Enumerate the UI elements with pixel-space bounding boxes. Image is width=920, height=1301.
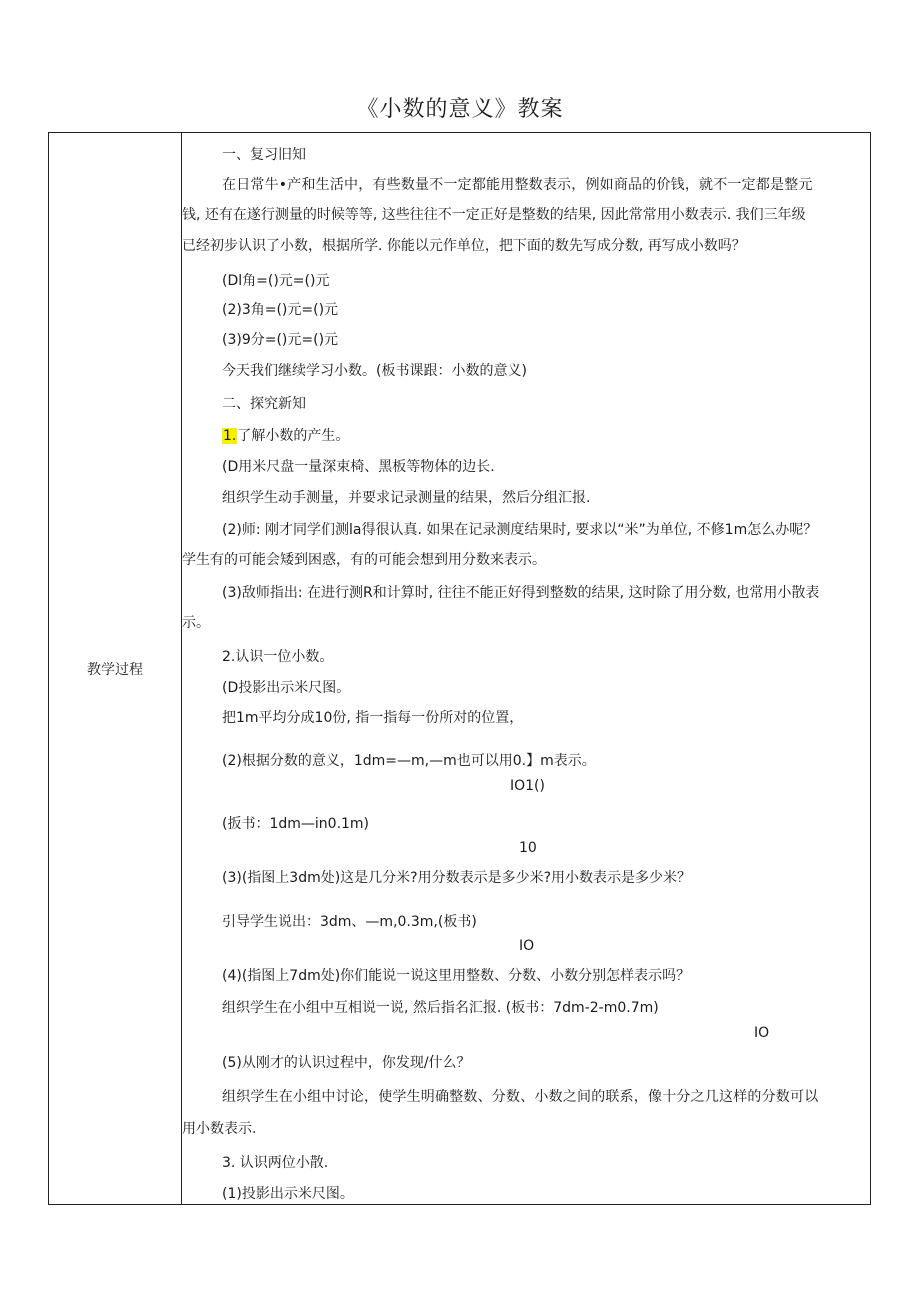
subheading-line: 2.认识一位小数。: [222, 649, 334, 665]
heading-review: 一、复习旧知: [222, 147, 306, 163]
paragraph-line: 组织学生在小组中互相说一说, 然后指名汇报. (板书：7dm-2-m0.7m): [222, 1000, 659, 1016]
paragraph-line: 把1m平均分成10份, 指一指每一份所对的位置，: [222, 710, 524, 726]
paragraph-line: (4)(指图上7dm处)你们能说一说这里用整数、分数、小数分别怎样表示吗？: [222, 968, 691, 984]
paragraph-line: (3)敌师指出: 在进行测R和计算时, 往往不能正好得到整数的结果, 这时除了用分数, 也常用小散表: [222, 585, 820, 601]
content-cell: [182, 133, 870, 1204]
exercise-item: (3)9分=()元=()元: [222, 332, 339, 348]
paragraph-line: (3)(指图上3dm处)这是几分米?用分数表示是多少米?用小数表示是多少米？: [222, 870, 692, 886]
paragraph-line: 示。: [182, 615, 210, 631]
exercise-item: (2)3角=()元=()元: [222, 302, 339, 318]
paragraph-line: 学生有的可能会矮到困惑，有的可能会想到用分数来表示。: [182, 552, 546, 568]
paragraph-line: 已经初步认识了小数，根据所学. 你能以元作单位，把下面的数先写成分数, 再写成小数吗？: [182, 238, 746, 254]
paragraph-line: (D用米尺盘一量深束椅、黑板等物体的边长.: [222, 459, 495, 475]
section-label-cell: [49, 133, 181, 1204]
subheading-line: [222, 427, 349, 445]
paragraph-line: (D投影出示米尺图。: [222, 680, 351, 696]
paragraph-line: 组织学生动手测量，并要求记录测量的结果，然后分组汇报.: [222, 490, 591, 506]
fraction-denominator: IO: [754, 1025, 770, 1041]
section-label: 教学过程: [87, 661, 143, 678]
fraction-denominator: 10: [519, 840, 537, 856]
heading-explore: 二、探究新知: [222, 396, 306, 412]
paragraph-line: (5)从刚才的认识过程中，你发现/什么？: [222, 1055, 471, 1071]
subheading-text: 了解小数的产生。: [237, 428, 350, 444]
highlight-marker: 1.: [223, 428, 237, 444]
subheading-line: 3. 认识两位小散.: [222, 1155, 329, 1171]
board-note: (扳书：1dm—in0.1m): [222, 816, 370, 832]
exercise-item: (Dl角=()元=()元: [222, 273, 330, 289]
fraction-denominator: IO1(): [510, 778, 545, 794]
paragraph-line: (2)根据分数的意义，1dm=—m,—m也可以用0.】m表示。: [222, 753, 596, 769]
paragraph-line: (2)师: 刚才同学们测la得很认真. 如果在记录测度结果时, 要求以“米”为单位, 不修1m怎么办呢？: [222, 522, 818, 538]
paragraph-line: 引导学生说出：3dm、—m,0.3m,(板书): [222, 914, 477, 930]
document-title: 《小数的意义》教案: [356, 97, 564, 122]
paragraph-line: 组织学生在小组中讨论，使学生明确整数、分数、小数之间的联系，像十分之几这样的分数可以: [222, 1089, 819, 1105]
paragraph-line: 在日常牛•产和生活中，有些数量不一定都能用整数表示，例如商品的价钱，就不一定都是整元: [222, 177, 813, 193]
paragraph-line: 今天我们继续学习小数。(板书课跟：小数的意义): [222, 363, 527, 379]
fraction-denominator: IO: [519, 938, 535, 954]
paragraph-line: (1)投影出示米尺图。: [222, 1186, 354, 1202]
paragraph-line: 用小数表示.: [182, 1121, 257, 1137]
lesson-plan-table: [48, 132, 871, 1205]
paragraph-line: 钱, 还有在遂行测量的时候等等, 这些往往不一定正好是整数的结果, 因此常常用小数表示. 我们三年级: [182, 207, 806, 223]
